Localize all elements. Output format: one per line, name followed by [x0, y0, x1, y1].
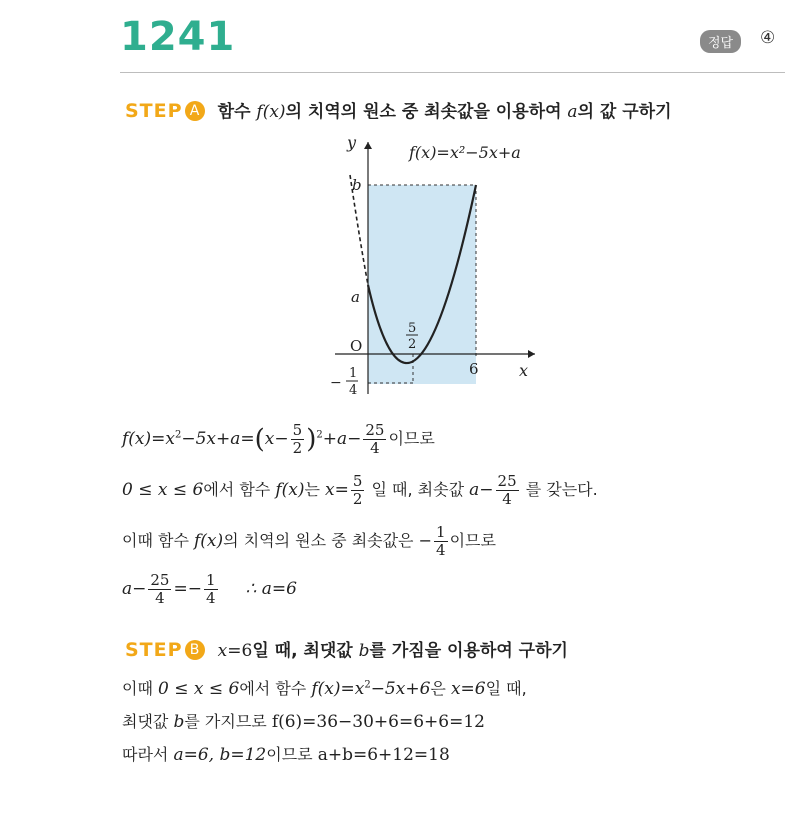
- answer-value: ④: [760, 28, 776, 48]
- solution-line-3: [122, 524, 496, 559]
- step-b-title-eq: =6: [227, 641, 253, 661]
- solution-line-1: $f(x)=x^2-5x+a=(x-$ $\frac{5}{2}$ )$^2$+a− $\frac{25}{4}$ 이므로: [122, 421, 435, 457]
- m1-h: 일 때,: [485, 679, 527, 698]
- step-title-suffix: 의 값 구하기: [577, 102, 672, 122]
- m3-a: 따라서: [122, 745, 174, 764]
- header-divider: [120, 72, 785, 73]
- l2-range: 0 ≤ x ≤ 6: [122, 480, 204, 500]
- step-title-var: a: [567, 102, 578, 122]
- l4-frac2-den: 4: [205, 589, 216, 607]
- l1-text: 이므로: [388, 429, 435, 448]
- l1-frac2-den: 4: [370, 439, 380, 457]
- l2-frac1-num: 5: [352, 472, 363, 490]
- m1-f: 은: [430, 679, 451, 698]
- m2-a: 최댓값: [122, 712, 174, 731]
- y-axis-arrow: [364, 142, 372, 149]
- answer-badge: 정답: [700, 30, 741, 53]
- m1-c: 에서 함수: [239, 679, 312, 698]
- m3-d: a+b=6+12=18: [317, 745, 450, 765]
- parabola-graph: [325, 132, 575, 412]
- l4-frac2-num: 1: [205, 571, 216, 589]
- m1-a: 이때: [122, 679, 158, 698]
- x-axis-label: x: [519, 361, 529, 380]
- l4-eq: =−: [173, 579, 202, 599]
- function-label: f(x)=x²−5x+a: [409, 143, 521, 162]
- step-title-prefix: 함수: [217, 102, 257, 122]
- six-label: 6: [469, 360, 479, 378]
- problem-number: 1241: [120, 14, 236, 60]
- m2-c: 를 가지므로: [184, 712, 272, 731]
- l1-frac2-num: 25: [365, 421, 385, 439]
- solution-line-4: [122, 572, 297, 607]
- solution-b-line-3: [122, 742, 450, 765]
- b-label: b: [352, 176, 362, 194]
- l1-frac1-num: 5: [292, 421, 303, 439]
- m1-fx: f(x)=x: [311, 679, 365, 699]
- a-label: a: [351, 288, 360, 306]
- l4-frac1-den: 4: [155, 589, 165, 607]
- min-sign: −: [330, 375, 342, 391]
- origin-label: O: [350, 337, 363, 355]
- l2-text-c: 일 때, 최솟값: [366, 480, 470, 499]
- m1-g: x=6: [450, 679, 486, 699]
- m1-range: 0 ≤ x ≤ 6: [158, 679, 240, 699]
- y-axis-label: y: [347, 133, 357, 152]
- step-b-title-b: b: [358, 641, 370, 661]
- step-b-title-x: x: [217, 641, 228, 661]
- step-a-heading: [125, 97, 672, 122]
- step-b-title-e: 를 가짐을 이용하여 구하기: [369, 641, 568, 661]
- l2-text-b: 는: [304, 480, 326, 499]
- step-b-heading: [125, 636, 568, 661]
- solution-b-line-1: 이때 0 ≤ x ≤ 6에서 함수 $f(x)=x^2-5x+6$은 x=6일 때,: [122, 679, 527, 699]
- l1-expr-c: +a−: [322, 429, 362, 449]
- step-letter-badge: A: [185, 101, 205, 121]
- l3-fx: f(x): [194, 531, 224, 551]
- vertex-x-numerator: 5: [408, 321, 417, 336]
- l4-a-minus: a−: [122, 579, 147, 599]
- l3-text-b: 의 치역의 원소 중 최솟값은 −: [223, 531, 433, 550]
- l3-text-a: 이때 함수: [122, 531, 194, 550]
- step-b-title-c: 일 때, 최댓값: [252, 641, 359, 661]
- l1-expr-a: f(x)=x: [122, 429, 175, 449]
- step-label: STEP: [125, 100, 183, 122]
- step-title-fx: f(x): [256, 102, 286, 122]
- l3-frac-num: 1: [436, 523, 446, 541]
- solution-line-2: [122, 473, 598, 508]
- m3-c: 이므로: [266, 745, 318, 764]
- vertex-x-denominator: 2: [408, 337, 417, 352]
- l4-conclusion: ∴ a=6: [245, 579, 297, 599]
- step-letter-badge: B: [185, 640, 205, 660]
- l2-xeq: x=: [325, 480, 349, 500]
- l2-fx: f(x): [275, 480, 305, 500]
- l2-a-minus: a−: [469, 480, 494, 500]
- l2-frac2-num: 25: [497, 472, 517, 490]
- l1-expr-b: −5x+a=: [181, 429, 255, 449]
- x-axis-arrow: [528, 350, 535, 358]
- m2-b: b: [173, 712, 185, 732]
- step-label: STEP: [125, 639, 183, 661]
- l2-frac2-den: 4: [502, 490, 512, 508]
- m3-b: a=6, b=12: [173, 745, 267, 765]
- solution-b-line-2: [122, 709, 485, 732]
- m1-e: −5x+6: [370, 679, 431, 699]
- l3-frac-den: 4: [436, 541, 446, 559]
- l2-frac1-den: 2: [352, 490, 363, 508]
- m2-d: f(6)=36−30+6=6+6=12: [271, 712, 485, 732]
- l3-text-c: 이므로: [449, 531, 496, 550]
- min-denominator: 4: [349, 383, 358, 398]
- l2-text-a: 에서 함수: [203, 480, 276, 499]
- min-numerator: 1: [349, 366, 358, 381]
- l1-frac1-den: 2: [292, 439, 303, 457]
- step-title-mid: 의 치역의 원소 중 최솟값을 이용하여: [285, 102, 568, 122]
- l4-frac1-num: 25: [150, 571, 170, 589]
- l2-text-d: 를 갖는다.: [520, 480, 598, 499]
